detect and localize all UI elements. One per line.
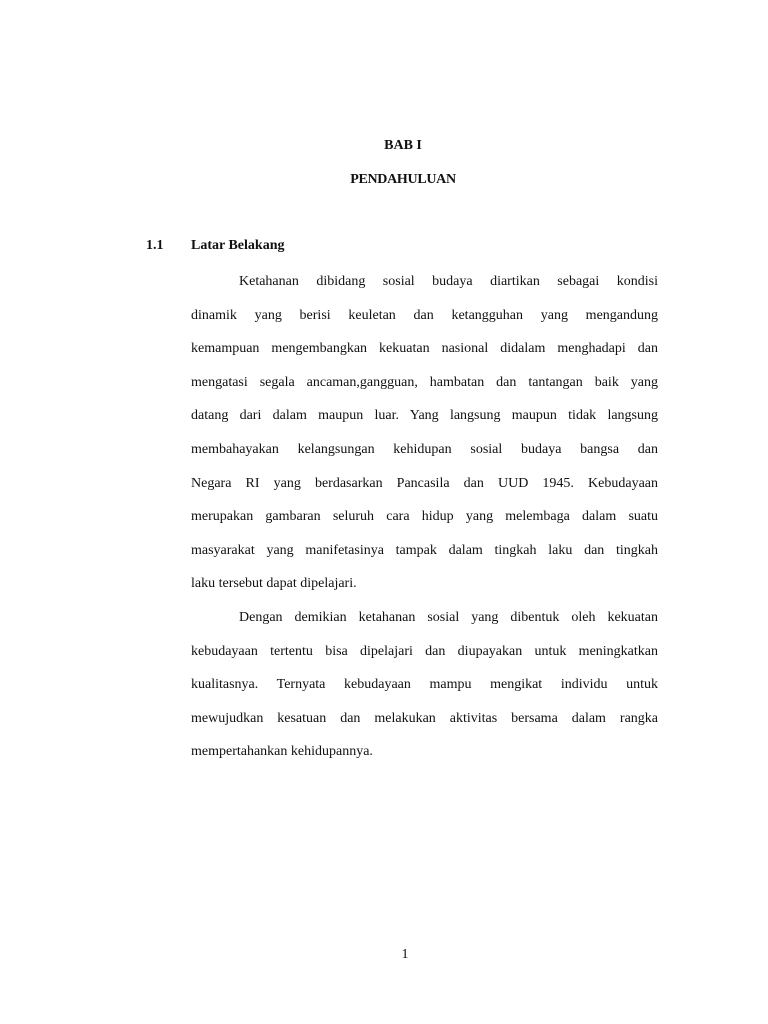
section-heading bbox=[0, 236, 768, 256]
paragraph bbox=[191, 601, 658, 769]
page-number: 1 bbox=[401, 947, 409, 962]
chapter-subtitle: PENDAHULUAN bbox=[350, 172, 456, 187]
paragraph-line: membahayakan kelangsungan kehidupan sosial budaya bangsa dan bbox=[191, 441, 658, 457]
section-number: 1.1 bbox=[146, 238, 164, 253]
paragraph-line: merupakan gambaran seluruh cara hidup yang melembaga dalam suatu bbox=[191, 509, 658, 525]
paragraph-line: Negara RI yang berdasarkan Pancasila dan UUD 1945. Kebudayaan bbox=[191, 475, 658, 491]
section-title: Latar Belakang bbox=[191, 238, 285, 253]
paragraph-line: mempertahankan kehidupannya. bbox=[191, 744, 373, 760]
paragraph-line: mengatasi segala ancaman,gangguan, hambatan dan tantangan baik yang bbox=[191, 374, 658, 390]
paragraph-line: Ketahanan dibidang sosial budaya diartikan sebagai kondisi bbox=[239, 274, 658, 289]
paragraph-line: Dengan demikian ketahanan sosial yang dibentuk oleh kekuatan bbox=[239, 609, 658, 625]
body-text bbox=[191, 265, 658, 769]
paragraph-line: kebudayaan tertentu bisa dipelajari dan diupayakan untuk meningkatkan bbox=[191, 643, 658, 659]
paragraph-line: kemampuan mengembangkan kekuatan nasional didalam menghadapi dan bbox=[191, 341, 658, 357]
chapter-title: BAB I bbox=[384, 138, 422, 153]
paragraph-line: masyarakat yang manifetasinya tampak dalam tingkah laku dan tingkah bbox=[191, 542, 658, 558]
paragraph-line: mewujudkan kesatuan dan melakukan aktivitas bersama dalam rangka bbox=[191, 710, 658, 726]
paragraph-line: kualitasnya. Ternyata kebudayaan mampu mengikat individu untuk bbox=[191, 677, 658, 693]
paragraph-line: dinamik yang berisi keuletan dan ketangguhan yang mengandung bbox=[191, 307, 658, 323]
paragraph bbox=[191, 265, 658, 601]
paragraph-line: laku tersebut dapat dipelajari. bbox=[191, 576, 357, 592]
paragraph-line: datang dari dalam maupun luar. Yang langsung maupun tidak langsung bbox=[191, 408, 658, 424]
